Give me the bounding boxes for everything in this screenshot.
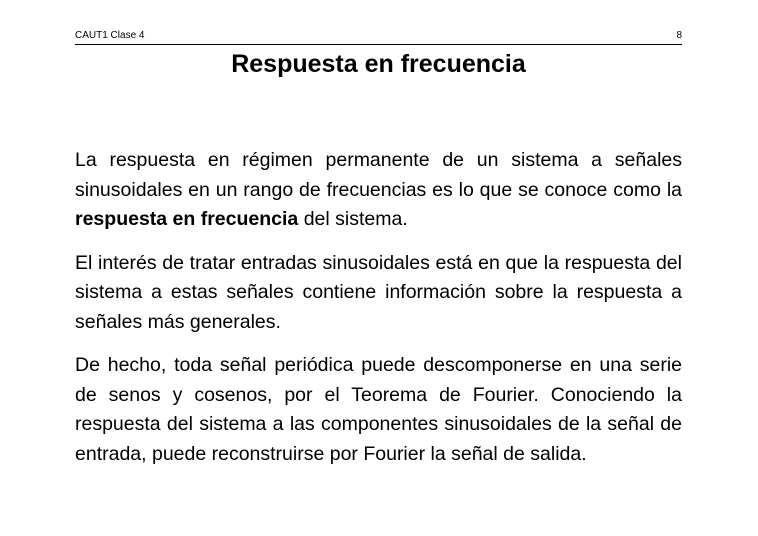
slide-body [75, 146, 682, 483]
paragraph-1 [75, 146, 682, 235]
key-term: respuesta en frecuencia [75, 208, 299, 230]
slide-title: Respuesta en frecuencia [231, 50, 526, 78]
page-header [75, 30, 682, 45]
course-label: CAUT1 Clase 4 [75, 30, 145, 41]
page-number: 8 [676, 30, 682, 41]
paragraph-3: De hecho, toda señal periódica puede descomponerse en una serie de senos y cosenos, por el Teorema de Fourier. Conociendo la respuesta del sistema a las componentes sinusoidales de la señal de entrada, puede reconstruirse por Fourier la señal de salida. [75, 354, 682, 465]
paragraph-1-text-start: La respuesta en régimen permanente de un sistema a señales sinusoidales en un rango de frecuencias es lo que se conoce como la [75, 149, 682, 201]
paragraph-1-text-end: del sistema. [298, 208, 408, 230]
paragraph-2: El interés de tratar entradas sinusoidales está en que la respuesta del sistema a estas señales contiene información sobre la respuesta a señales más generales. [75, 251, 682, 333]
